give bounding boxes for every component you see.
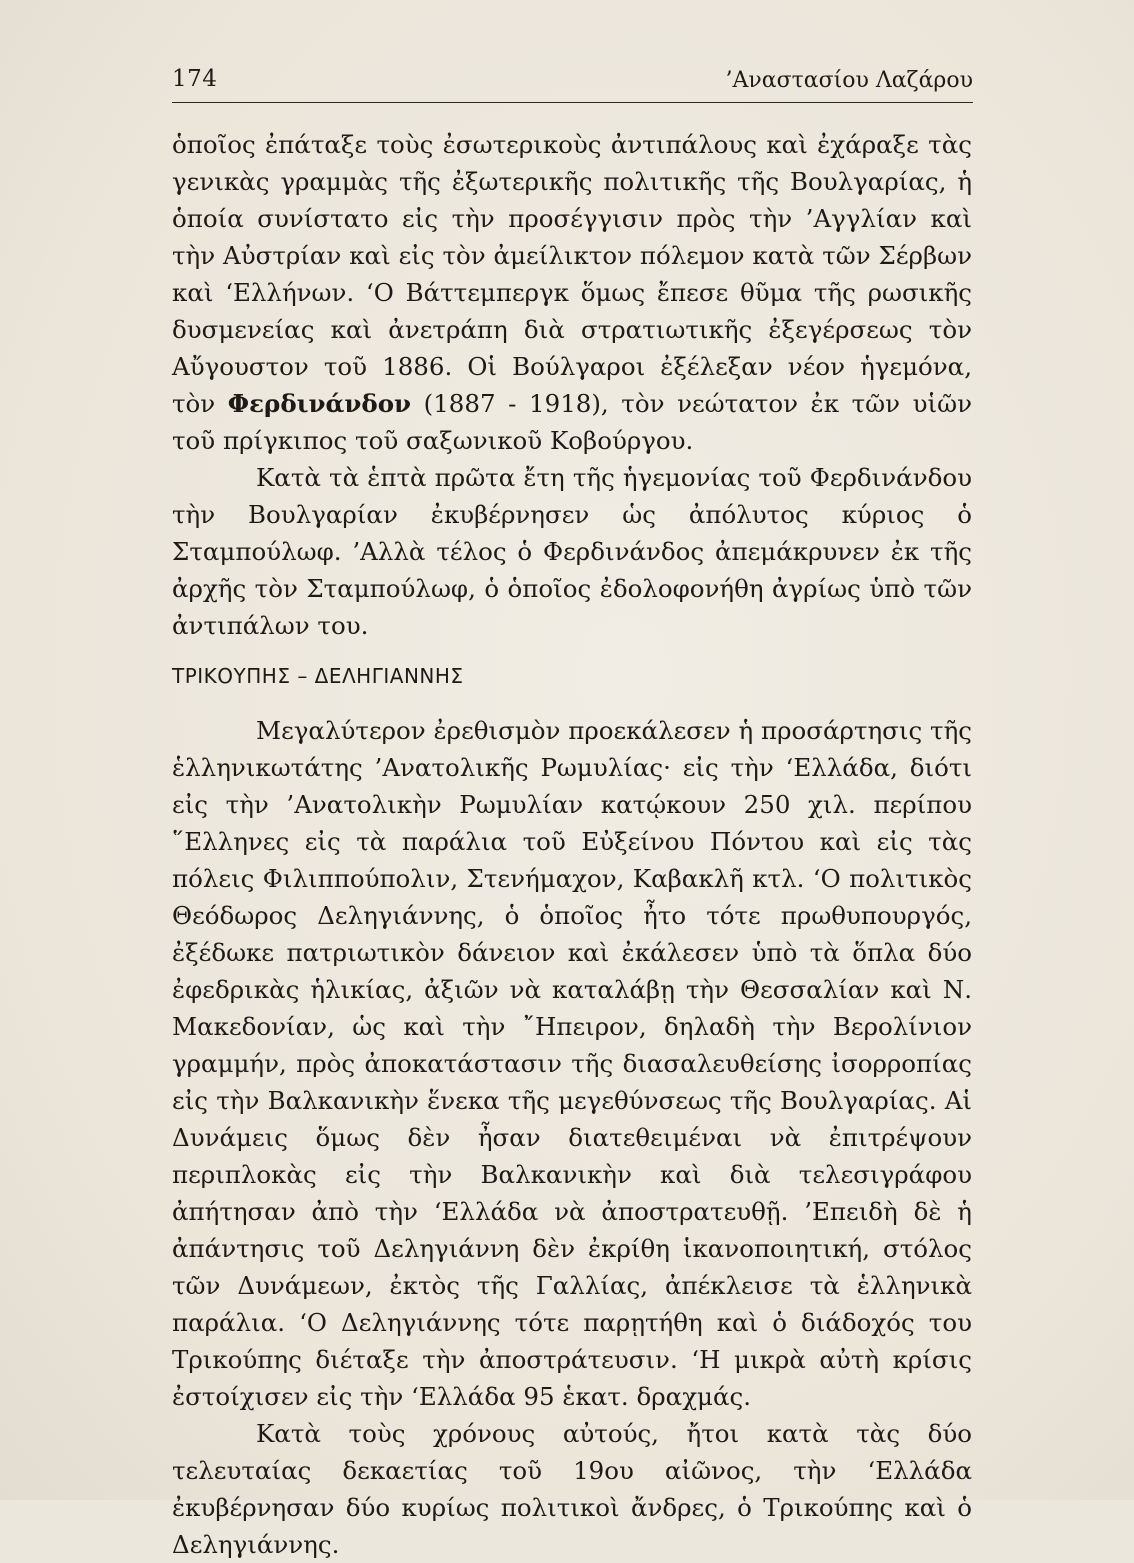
page-number: 174 xyxy=(172,66,218,92)
running-head: ’Αναστασίου Λαζάρου xyxy=(725,68,973,93)
page-header xyxy=(172,66,973,103)
paragraph-2: Κατὰ τὰ ἑπτὰ πρῶτα ἔτη τῆς ἡγεμονίας τοῦ Φερδινάνδου τὴν Βουλγαρίαν ἐκυβέρνησεν ὡς ἀπόλυτος κύριος ὁ Σταμπούλωφ. ’Αλλὰ τέλος ὁ Φερδινάνδος ἀπεμάκρυνεν ἐκ τῆς ἀρχῆς τὸν Σταμπούλωφ, ὁ ὁποῖος ἐδολοφονήθη ἀγρίως ὑπὸ τῶν ἀντιπάλων του. xyxy=(172,463,972,640)
paragraph-4: Κατὰ τοὺς χρόνους αὐτούς, ἤτοι κατὰ τὰς δύο τελευταίας δεκαετίας τοῦ 19ου αἰῶνος, τὴν ‘Ελλάδα ἐκυβέρνησαν δύο κυρίως πολιτικοὶ ἄνδρες, ὁ Τρικούπης καὶ ὁ Δεληγιάννης. xyxy=(172,1419,972,1559)
bold-name-ferdinand: Φερδινάνδον xyxy=(227,389,412,418)
paragraph-1 xyxy=(172,126,972,459)
body-text xyxy=(172,126,972,1563)
section-heading: ΤΡΙΚΟΥΠΗΣ – ΔΕΛΗΓΙΑΝΝΗΣ xyxy=(172,664,464,688)
paragraph-3: Μεγαλύτερον ἐρεθισμὸν προεκάλεσεν ἡ προσάρτησις τῆς ἑλληνικωτάτης ’Ανατολικῆς Ρωμυλίας· εἰς τὴν ‘Ελλάδα, διότι εἰς τὴν ’Ανατολικὴν Ρωμυλίαν κατῴκουν 250 χιλ. περίπου ῞Ελληνες εἰς τὰ παράλια τοῦ Εὐξείνου Πόντου καὶ εἰς τὰς πόλεις Φιλιππούπολιν, Στενήμαχον, Καβακλῆ κτλ. ‘Ο πολιτικὸς Θεόδωρος Δεληγιάννης, ὁ ὁποῖος ἦτο τότε πρωθυπουργός, ἐξέδωκε πατριωτικὸν δάνειον καὶ ἐκάλεσεν ὑπὸ τὰ ὅπλα δύο ἐφεδρικὰς ἡλικίας, ἀξιῶν νὰ καταλάβῃ τὴν Θεσσαλίαν καὶ Ν. Μακεδονίαν, ὡς καὶ τὴν ῎Ηπειρον, δηλαδὴ τὴν Βερολίνιον γραμμήν, πρὸς ἀποκατάστασιν τῆς διασαλευθείσης ἰσορροπίας εἰς τὴν Βαλκανικὴν ἕνεκα τῆς μεγεθύνσεως τῆς Βουλγαρίας. Αἱ Δυνάμεις ὅμως δὲν ἦσαν διατεθειμέναι νὰ ἐπιτρέψουν περιπλοκὰς εἰς τὴν Βαλκανικὴν καὶ διὰ τελεσιγράφου ἀπήτησαν ἀπὸ τὴν ‘Ελλάδα νὰ ἀποστρατευθῇ. ’Επειδὴ δὲ ἡ ἀπάντησις τοῦ Δεληγιάννη δὲν ἐκρίθη ἱκανοποιητική, στόλος τῶν Δυνάμεων, ἐκτὸς τῆς Γαλλίας, ἀπέκλεισε τὰ ἑλληνικὰ παράλια. ‘Ο Δεληγιάννης τότε παρῃτήθη καὶ ὁ διάδοχός του Τρικούπης διέταξε τὴν ἀποστράτευσιν. ‘Η μικρὰ αὐτὴ κρίσις ἐστοίχισεν εἰς τὴν ‘Ελλάδα 95 ἑκατ. δραχμάς. xyxy=(172,716,972,1411)
paragraph-1-text-end: (1887 - 1918), τὸν νεώτατον ἐκ τῶν υἱῶν τοῦ πρίγκιπος τοῦ σαξωνικοῦ Κοβούργου. xyxy=(172,389,972,455)
paragraph-1-text: ὁποῖος ἐπάταξε τοὺς ἐσωτερικοὺς ἀντιπάλους καὶ ἐχάραξε τὰς γενικὰς γραμμὰς τῆς ἐξωτερικῆς πολιτικῆς τῆς Βουλγαρίας, ἡ ὁποία συνίστατο εἰς τὴν προσέγγισιν πρὸς τὴν ’Αγγλίαν καὶ τὴν Αὐστρίαν καὶ εἰς τὸν ἀμείλικτον πόλεμον κατὰ τῶν Σέρβων καὶ ‘Ελλήνων. ‘Ο Βάττεμπεργκ ὅμως ἔπεσε θῦμα τῆς ρωσικῆς δυσμενείας καὶ ἀνετράπη διὰ στρατιωτικῆς ἐξεγέρσεως τὸν Αὔγουστον τοῦ 1886. Οἱ Βούλγαροι ἐξέλεξαν νέον ἡγεμόνα, τὸν xyxy=(172,130,972,418)
